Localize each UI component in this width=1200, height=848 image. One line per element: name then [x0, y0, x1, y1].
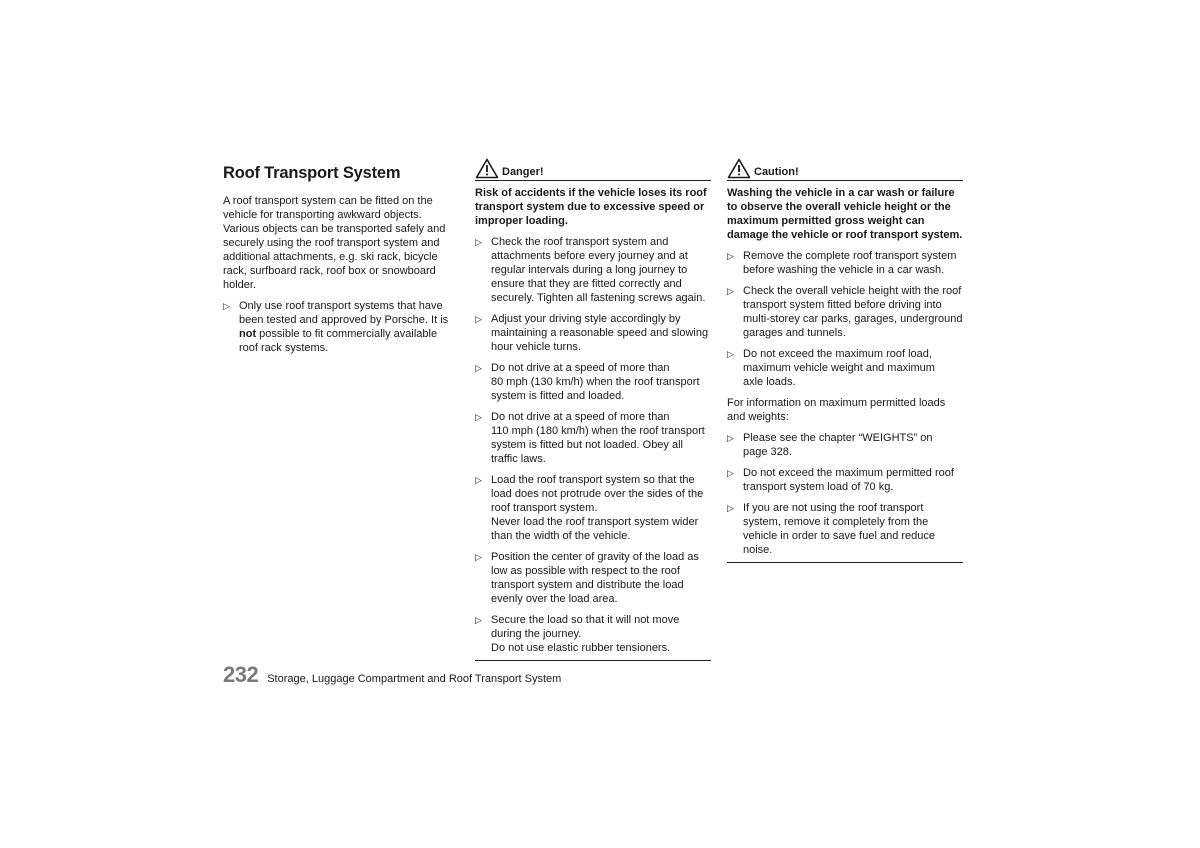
triangle-right-icon: ▷ — [727, 468, 734, 478]
triangle-right-icon: ▷ — [727, 433, 734, 443]
triangle-right-icon: ▷ — [475, 314, 482, 324]
warning-triangle-icon — [475, 158, 499, 179]
warning-triangle-icon — [727, 158, 751, 179]
list-item — [223, 299, 459, 355]
bullet-text: Adjust your driving style accordingly by maintaining a reasonable speed and slowing hour vehicle turns. — [491, 313, 709, 353]
list-item — [475, 235, 711, 305]
caution-lead: Washing the vehicle in a car wash or failure to observe the overall vehicle height or the maximum permitted gross weight can damage the vehicle or roof transport system. — [727, 187, 963, 241]
caution-heading: Caution! — [754, 166, 799, 178]
list-item — [727, 347, 963, 389]
list-item — [727, 284, 963, 340]
list-item — [475, 361, 711, 403]
intro-column — [223, 157, 459, 362]
danger-lead: Risk of accidents if the vehicle loses its roof transport system due to excessive speed or improper loading. — [475, 187, 707, 227]
list-item — [475, 613, 711, 655]
intro-bullet-list — [223, 299, 459, 355]
section-title: Roof Transport System — [223, 164, 401, 182]
bullet-text: Do not drive at a speed of more than 80 mph (130 km/h) when the roof transport system is fitted and loaded. — [491, 362, 700, 402]
caution-bullet-list — [727, 249, 963, 389]
weights-paragraph: For information on maximum permitted loads and weights: — [727, 397, 946, 423]
list-item — [475, 410, 711, 466]
caution-heading-row — [727, 157, 963, 181]
caution-bullet-list-2 — [727, 431, 963, 557]
danger-heading-row — [475, 157, 711, 181]
danger-column — [475, 157, 711, 661]
chapter-title: Storage, Luggage Compartment and Roof Transport System — [267, 673, 562, 685]
list-item — [727, 466, 963, 494]
list-item — [727, 249, 963, 277]
triangle-right-icon: ▷ — [475, 475, 482, 485]
bullet-text: Please see the chapter “WEIGHTS” on page 328. — [743, 432, 933, 458]
triangle-right-icon: ▷ — [475, 363, 482, 373]
caution-end-rule — [727, 562, 963, 563]
list-item — [727, 501, 963, 557]
list-item — [727, 431, 963, 459]
danger-heading: Danger! — [502, 166, 544, 178]
intro-paragraph: A roof transport system can be fitted on the vehicle for transporting awkward objects. Various objects can be transported safely and securely using the roof transport system and additional attachments, e.g. ski rack, bicycle rack, surfboard rack, roof box or snowboard holder. — [223, 195, 446, 291]
triangle-right-icon: ▷ — [475, 237, 482, 247]
bullet-text: Position the center of gravity of the load as low as possible with respect to the roof transport system and distribute the load evenly over the load area. — [491, 551, 699, 605]
page-number: 232 — [223, 662, 259, 687]
triangle-right-icon: ▷ — [475, 615, 482, 625]
bullet-text: Check the overall vehicle height with the roof transport system fitted before driving into multi-storey car parks, garages, underground garages and tunnels. — [743, 285, 963, 339]
danger-bullet-list — [475, 235, 711, 655]
bullet-text: Secure the load so that it will not move during the journey. Do not use elastic rubber tensioners. — [491, 614, 680, 654]
list-item — [475, 473, 711, 543]
list-item — [475, 550, 711, 606]
triangle-right-icon: ▷ — [475, 552, 482, 562]
triangle-right-icon: ▷ — [727, 349, 734, 359]
bullet-text-start: Only use roof transport systems that have been tested and approved by Porsche. It is — [239, 300, 449, 326]
bullet-text: Do not exceed the maximum permitted roof transport system load of 70 kg. — [743, 467, 954, 493]
triangle-right-icon: ▷ — [223, 301, 230, 311]
bullet-text: Do not exceed the maximum roof load, maximum vehicle weight and maximum axle loads. — [743, 348, 935, 388]
triangle-right-icon: ▷ — [727, 251, 734, 261]
bullet-text-end: possible to fit commercially available roof rack systems. — [239, 328, 438, 354]
triangle-right-icon: ▷ — [727, 286, 734, 296]
bullet-text: Remove the complete roof transport system before washing the vehicle in a car wash. — [743, 250, 957, 276]
page-footer — [223, 662, 561, 688]
bullet-text: Check the roof transport system and attachments before every journey and at regular intervals during a long journey to ensure that they are fitted correctly and securely. Tighten all fastening screws again. — [491, 236, 706, 304]
list-item — [475, 312, 711, 354]
triangle-right-icon: ▷ — [727, 503, 734, 513]
bullet-emphasis: not — [239, 328, 257, 340]
bullet-text: If you are not using the roof transport system, remove it completely from the vehicle in order to save fuel and reduce noise. — [743, 502, 936, 556]
triangle-right-icon: ▷ — [475, 412, 482, 422]
danger-end-rule — [475, 660, 711, 661]
caution-column — [727, 157, 963, 563]
bullet-text: Do not drive at a speed of more than 110 mph (180 km/h) when the roof transport system is fitted but not loaded. Obey all traffic laws. — [491, 411, 705, 465]
bullet-text: Load the roof transport system so that the load does not protrude over the sides of the roof transport system. Never load the roof transport system wider than the width of the vehicle. — [491, 474, 704, 542]
